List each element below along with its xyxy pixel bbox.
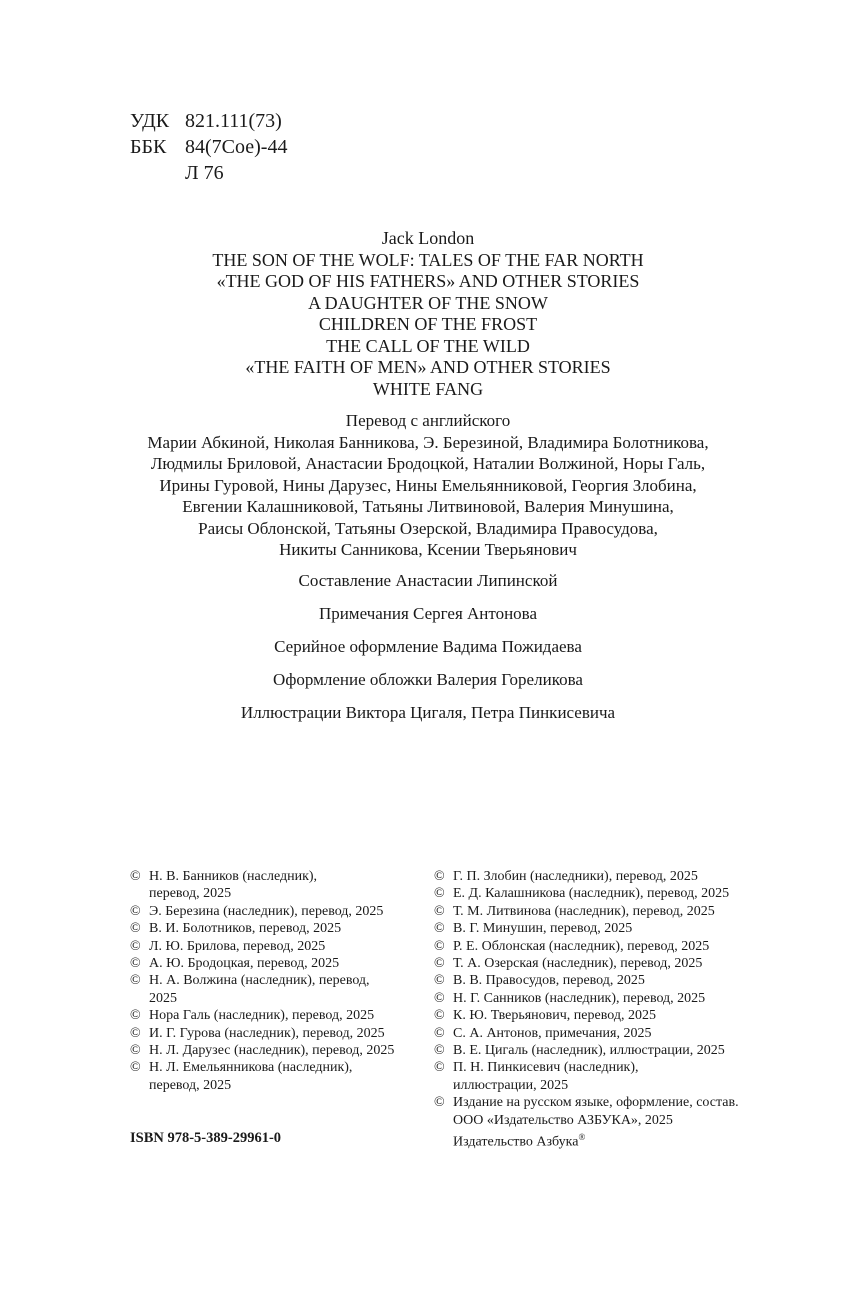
translators-line: Марии Абкиной, Николая Банникова, Э. Березиной, Владимира Болотникова,: [147, 432, 709, 452]
translators-line: Людмилы Бриловой, Анастасии Бродоцкой, Наталии Волжиной, Норы Галь,: [150, 454, 706, 473]
original-titles-block: [0, 228, 856, 400]
original-author: Jack London: [381, 228, 475, 248]
copyright-entry: © В. В. Правосудов, перевод, 2025: [434, 973, 645, 989]
copyright-icon: ©: [130, 921, 141, 937]
udk-label: УДК: [130, 110, 170, 132]
credit-compilation: Составление Анастасии Липинской: [298, 571, 558, 590]
copyright-entry: © Г. П. Злобин (наследники), перевод, 2025: [434, 869, 698, 884]
copyright-icon: ©: [434, 1043, 445, 1059]
copyright-entry: © Н. Г. Санников (наследник), перевод, 2025: [434, 990, 706, 1006]
copyright-icon: ©: [434, 903, 445, 919]
copyright-entry: © В. И. Болотников, перевод, 2025: [130, 921, 342, 937]
copyright-column-left: [130, 868, 430, 1094]
copyright-entry: © С. А. Антонов, примечания, 2025: [434, 1025, 652, 1041]
original-title: «THE FAITH OF MEN» AND OTHER STORIES: [245, 357, 611, 377]
copyright-entry: © Т. М. Литвинова (наследник), перевод, 2025: [434, 903, 715, 919]
classification-block: [130, 108, 287, 186]
copyright-icon: ©: [130, 1043, 141, 1059]
copyright-entry: © П. Н. Пинкисевич (наследник), иллюстрации, 2025: [434, 1060, 639, 1093]
udk-value: 821.111(73): [185, 110, 282, 132]
copyright-entry: © В. Г. Минушин, перевод, 2025: [434, 921, 633, 937]
copyright-entry: © Нора Галь (наследник), перевод, 2025: [130, 1008, 375, 1024]
copyright-icon: ©: [434, 921, 445, 937]
credit-cover-design: Оформление обложки Валерия Гореликова: [273, 670, 583, 689]
credit-series-design: Серийное оформление Вадима Пожидаева: [274, 637, 582, 656]
author-sign: Л 76: [185, 162, 224, 184]
copyright-entry: © Т. А. Озерская (наследник), перевод, 2025: [434, 956, 703, 972]
credit-notes: Примечания Сергея Антонова: [318, 604, 538, 623]
copyright-entry: © И. Г. Гурова (наследник), перевод, 2025: [130, 1025, 385, 1041]
copyright-icon: ©: [130, 956, 141, 972]
copyright-entry: © Е. Д. Калашникова (наследник), перевод, 2025: [434, 886, 730, 902]
copyright-entry: © Н. Л. Емельянникова (наследник), перевод, 2025: [130, 1060, 353, 1093]
copyright-entry: © В. Е. Цигаль (наследник), иллюстрации, 2025: [434, 1043, 725, 1059]
bbk-label: ББК: [130, 136, 167, 158]
copyright-icon: ©: [130, 1008, 141, 1024]
copyright-entry: © Н. А. Волжина (наследник), перевод, 2025: [130, 973, 370, 1006]
copyright-entry: © К. Ю. Тверьянович, перевод, 2025: [434, 1008, 656, 1024]
copyright-entry: © Э. Березина (наследник), перевод, 2025: [130, 903, 384, 919]
copyright-icon: ©: [130, 1060, 141, 1076]
translators-line: Евгении Калашниковой, Татьяны Литвиновой, Валерия Минушина,: [182, 497, 674, 516]
copyright-icon: ©: [130, 938, 141, 954]
copyright-icon: ©: [434, 938, 445, 954]
translators-line: Никиты Санникова, Ксении Тверьянович: [279, 540, 577, 559]
copyright-icon: ©: [434, 1095, 445, 1111]
translators-line: Раисы Облонской, Татьяны Озерской, Владимира Правосудова,: [198, 518, 658, 538]
copyright-entry: © Р. Е. Облонская (наследник), перевод, 2025: [434, 938, 710, 954]
isbn: ISBN 978-5-389-29961-0: [130, 1130, 282, 1146]
original-title: CHILDREN OF THE FROST: [318, 314, 538, 334]
copyright-icon: ©: [130, 973, 141, 989]
copyright-icon: ©: [434, 1060, 445, 1076]
copyright-icon: ©: [130, 1025, 141, 1041]
copyright-icon: ©: [434, 1008, 445, 1024]
copyright-entry-publisher: © Издание на русском языке, оформление, состав. ООО «Издательство АЗБУКА», 2025 Издательство Азбука®: [434, 1095, 739, 1150]
credits-block: [0, 570, 856, 735]
translators-block: [0, 410, 856, 561]
copyright-entry: © Н. В. Банников (наследник), перевод, 2025: [130, 869, 318, 902]
translators-line: Ирины Гуровой, Нины Дарузес, Нины Емельянниковой, Георгия Злобина,: [159, 475, 697, 495]
copyright-icon: ©: [130, 903, 141, 919]
original-title: WHITE FANG: [372, 378, 484, 399]
copyright-entry: © Л. Ю. Брилова, перевод, 2025: [130, 938, 326, 954]
copyright-entry: © А. Ю. Бродоцкая, перевод, 2025: [130, 956, 340, 972]
udk-row: [130, 108, 287, 134]
bbk-row: [130, 134, 287, 160]
copyright-icon: ©: [434, 1025, 445, 1041]
original-title: «THE GOD OF HIS FATHERS» AND OTHER STORIES: [216, 271, 640, 291]
registered-mark-icon: ®: [578, 1132, 586, 1143]
copyright-column-right: [434, 868, 794, 1151]
credit-illustrations: Иллюстрации Виктора Цигаля, Петра Пинкисевича: [240, 703, 616, 722]
translation-heading: Перевод с английского: [345, 411, 511, 430]
copyright-icon: ©: [434, 990, 445, 1006]
copyright-icon: ©: [434, 973, 445, 989]
original-title: THE CALL OF THE WILD: [326, 335, 530, 356]
copyright-icon: ©: [434, 956, 445, 972]
copyright-entry: © Н. Л. Дарузес (наследник), перевод, 2025: [130, 1043, 395, 1059]
copyright-icon: ©: [434, 869, 445, 884]
copyright-icon: ©: [130, 869, 141, 884]
copyright-icon: ©: [434, 886, 445, 902]
bbk-value: 84(7Сое)-44: [185, 136, 288, 158]
original-title: A DAUGHTER OF THE SNOW: [308, 292, 548, 313]
original-title: THE SON OF THE WOLF: TALES OF THE FAR NORTH: [212, 249, 644, 270]
